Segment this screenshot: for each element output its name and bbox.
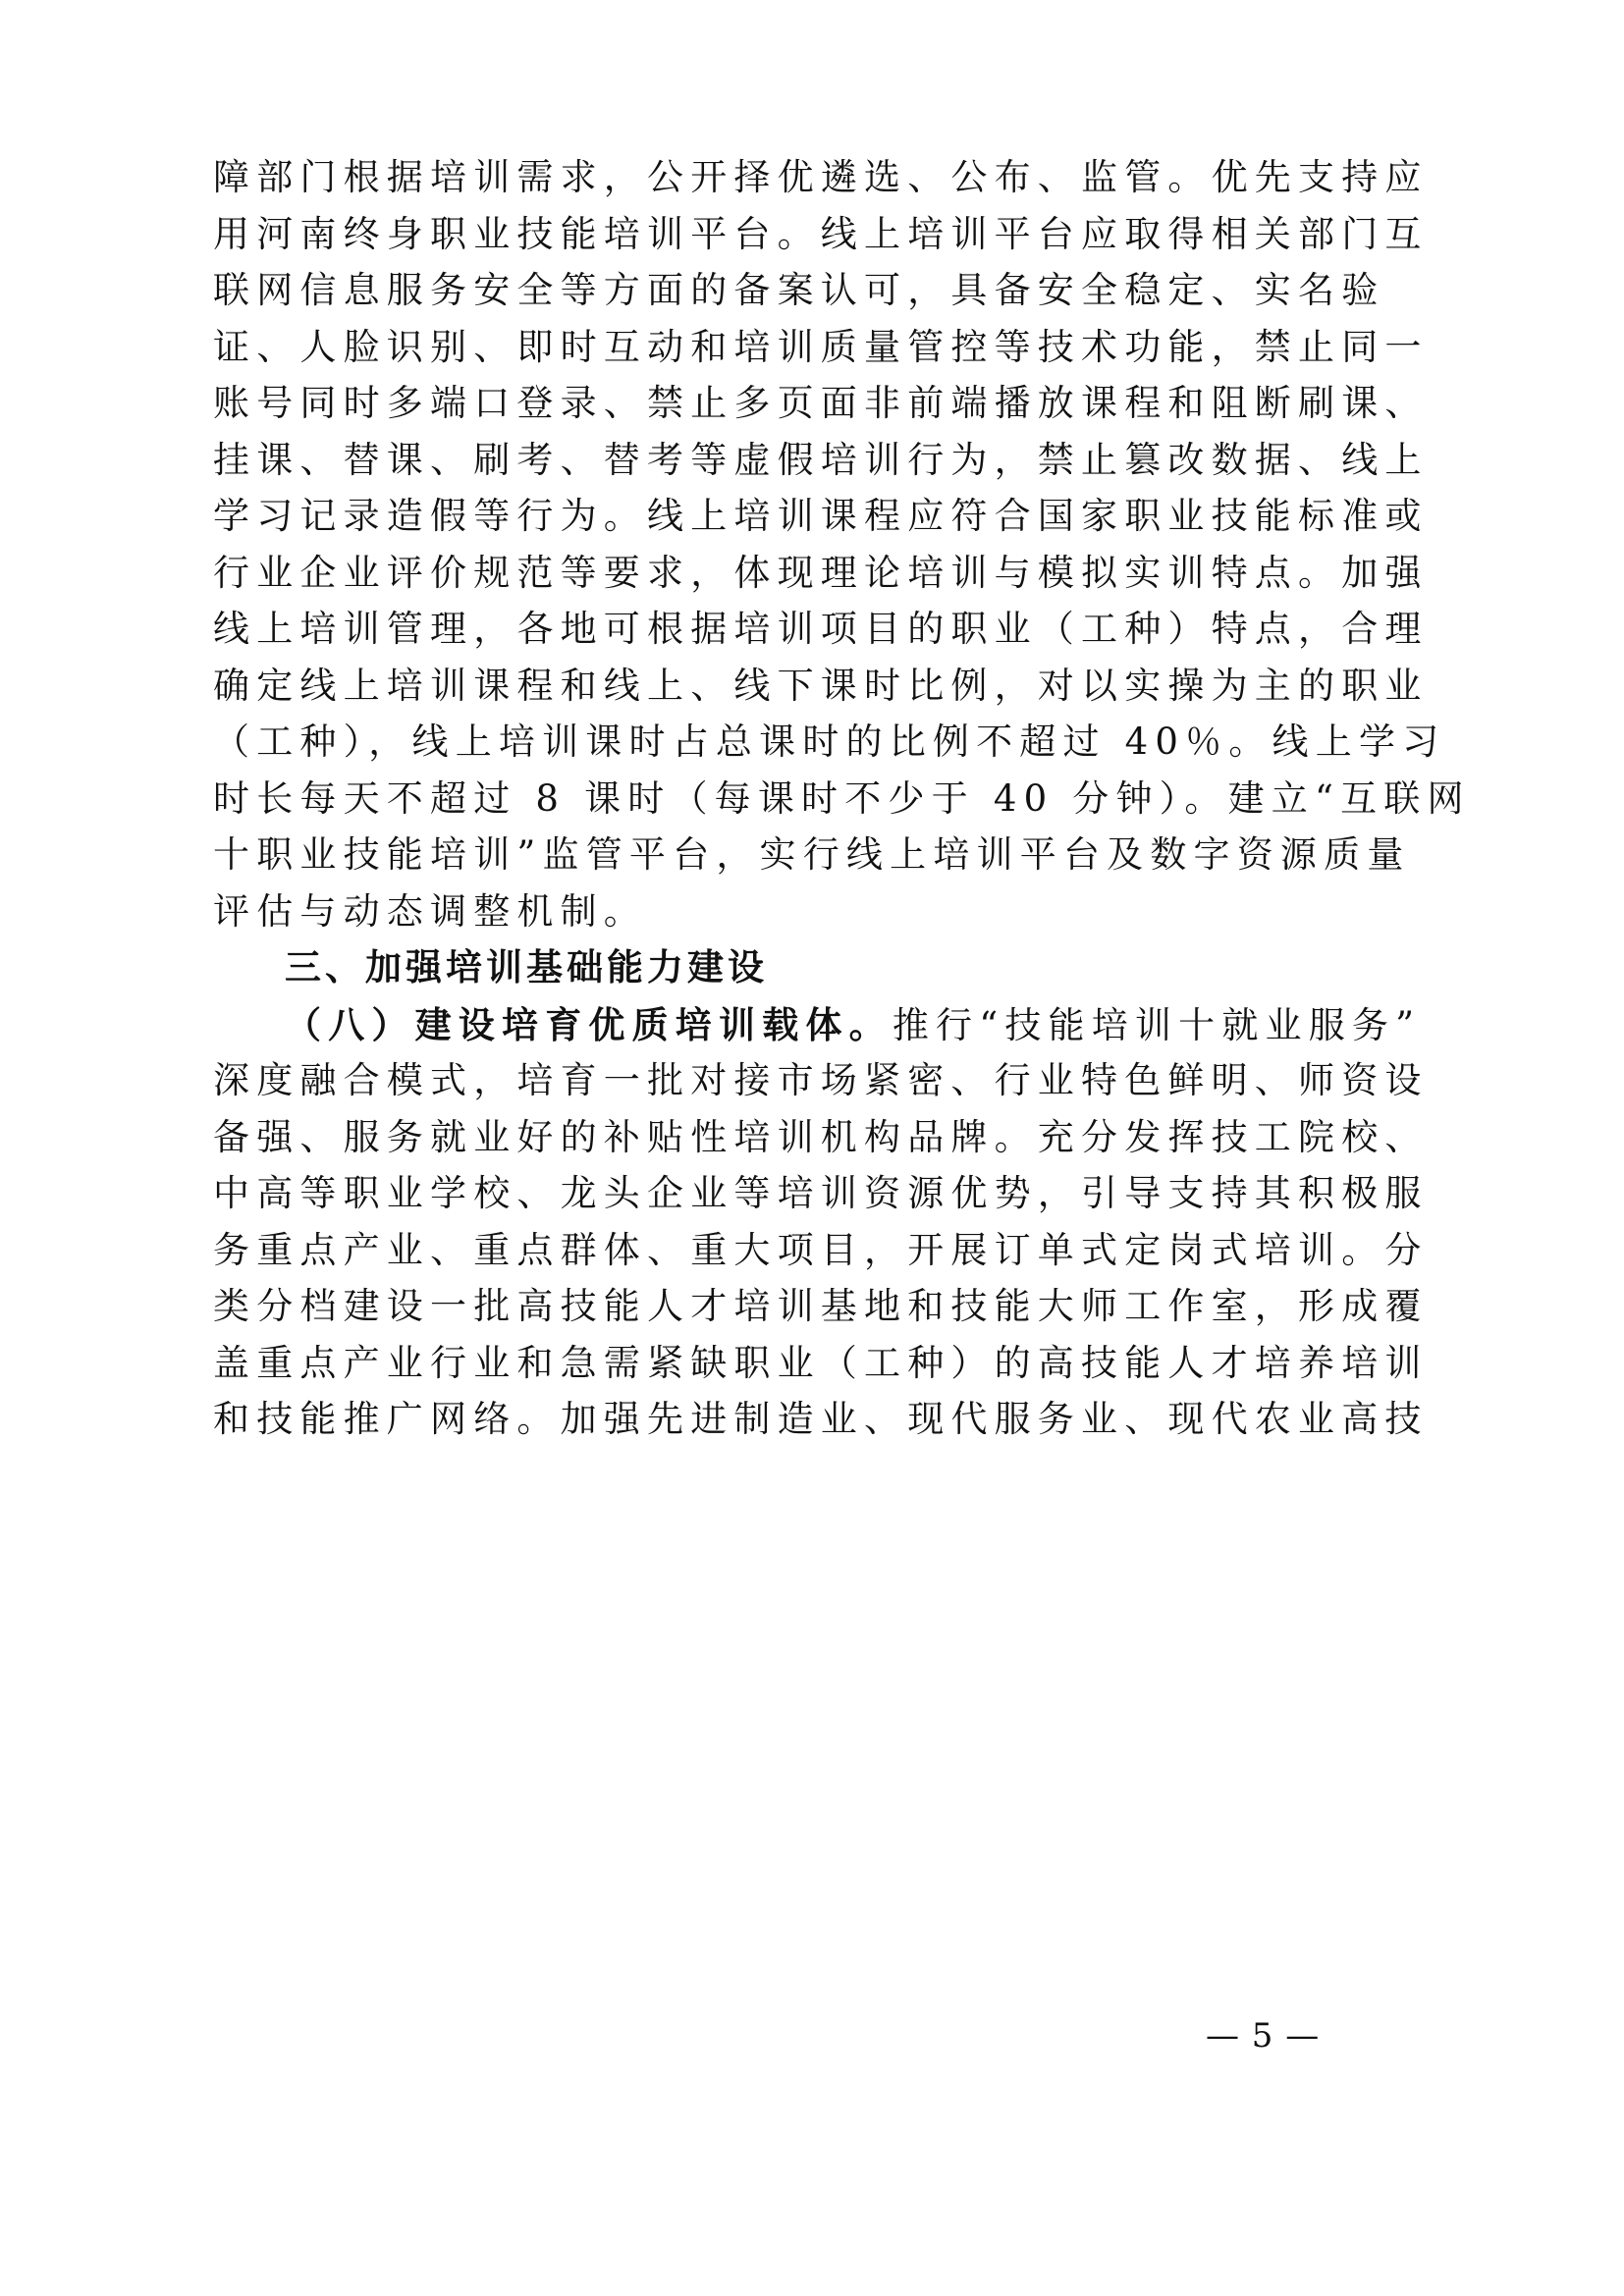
item-text: 推行“技能培训十就业服务”	[892, 1004, 1422, 1046]
body-text-line: 挂课、替课、刷考、替考等虚假培训行为，禁止篡改数据、线上	[213, 439, 1429, 481]
body-text-line: 中高等职业学校、龙头企业等培训资源优势，引导支持其积极服	[213, 1172, 1429, 1214]
body-text-line: 账号同时多端口登录、禁止多页面非前端播放课程和阻断刷课、	[213, 382, 1429, 424]
body-text-line: 务重点产业、重点群体、重大项目，开展订单式定岗式培训。分	[213, 1229, 1429, 1271]
body-text-line: 盖重点产业行业和急需紧缺职业（工种）的高技能人才培养培训	[213, 1342, 1429, 1384]
body-text-line: 时长每天不超过 8 课时（每课时不少于 40 分钟）。建立“互联网	[213, 777, 1471, 820]
body-text-line: 深度融合模式，培育一批对接市场紧密、行业特色鲜明、师资设	[213, 1059, 1429, 1101]
item-title: （八）建设培育优质培训载体。	[285, 1003, 893, 1046]
body-text-line: 用河南终身职业技能培训平台。线上培训平台应取得相关部门互	[213, 213, 1429, 255]
body-text-line: 类分档建设一批高技能人才培训基地和技能大师工作室，形成覆	[213, 1285, 1429, 1327]
page-number: — 5 —	[1206, 2016, 1321, 2056]
body-text-line: 备强、服务就业好的补贴性培训机构品牌。充分发挥技工院校、	[213, 1116, 1429, 1158]
item-first-line	[285, 999, 1421, 1050]
section-heading: 三、加强培训基础能力建设	[285, 946, 768, 988]
body-text-line: （工种），线上培训课时占总课时的比例不超过 40％。线上学习	[213, 721, 1446, 763]
body-text-line: 障部门根据培训需求，公开择优遴选、公布、监管。优先支持应	[213, 156, 1429, 198]
body-text-line: 行业企业评价规范等要求，体现理论培训与模拟实训特点。加强	[213, 552, 1429, 594]
body-text-line: 十职业技能培训”监管平台，实行线上培训平台及数字资源质量	[213, 833, 1411, 876]
body-text-line: 确定线上培训课程和线上、线下课时比例，对以实操为主的职业	[213, 665, 1429, 707]
body-text-line: 学习记录造假等行为。线上培训课程应符合国家职业技能标准或	[213, 495, 1429, 537]
body-text-line: 和技能推广网络。加强先进制造业、现代服务业、现代农业高技	[213, 1398, 1429, 1440]
body-text-line: 评估与动态调整机制。	[213, 890, 647, 933]
body-text-line: 证、人脸识别、即时互动和培训质量管控等技术功能，禁止同一	[213, 326, 1429, 368]
body-text-line: 联网信息服务安全等方面的备案认可，具备安全稳定、实名验	[213, 269, 1385, 311]
body-text-line: 线上培训管理，各地可根据培训项目的职业（工种）特点，合理	[213, 608, 1429, 650]
